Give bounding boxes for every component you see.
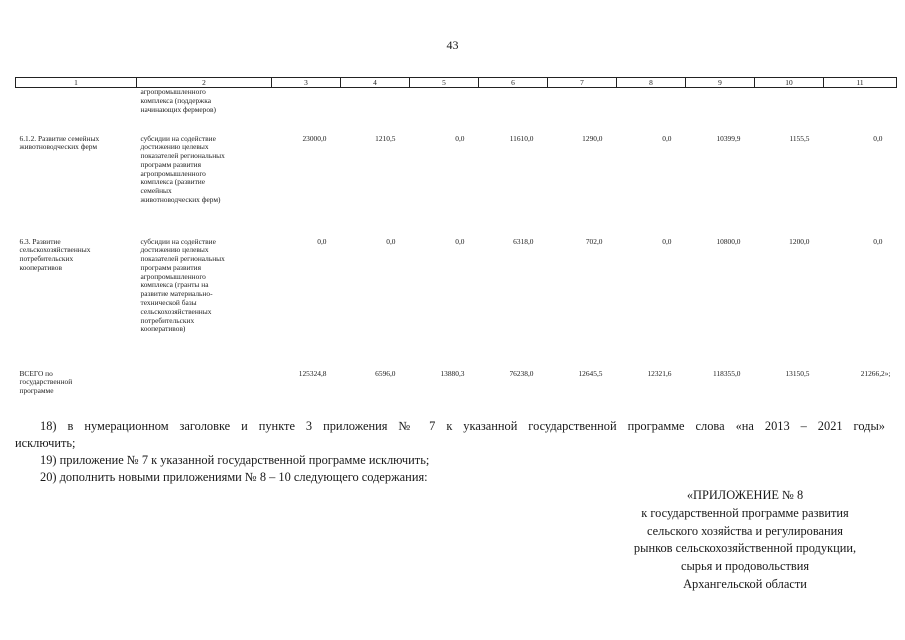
- value-cell: [548, 88, 617, 135]
- description-line: достижению целевых: [140, 142, 209, 152]
- table-row: [16, 135, 897, 238]
- value-cell: 1155,5: [789, 133, 810, 143]
- description-line: программ развития: [140, 262, 201, 272]
- value-cell: 13880,3: [440, 368, 465, 378]
- description-line: комплекса (поддержка: [140, 95, 212, 105]
- appendix-line: к государственной программе развития: [641, 505, 849, 520]
- table-row-total: [16, 370, 897, 410]
- value-cell: 0,0: [662, 236, 672, 246]
- value-cell: 76238,0: [509, 368, 534, 378]
- row-name-line: сельскохозяйственных: [19, 245, 91, 255]
- appendix-heading: [600, 487, 890, 594]
- row-name-line: животноводческих ферм: [19, 142, 98, 152]
- description-line: животноводческих ферм): [140, 195, 221, 205]
- page-number: 43: [446, 38, 459, 52]
- description-line: достижению целевых: [140, 245, 209, 255]
- value-cell: [755, 88, 824, 135]
- description-line: субсидии на содействие: [140, 133, 216, 143]
- description-line: начинающих фермеров): [140, 104, 217, 114]
- description-line: кооперативов): [140, 324, 186, 334]
- description-line: показателей региональных: [140, 254, 225, 264]
- appendix-title: «ПРИЛОЖЕНИЕ № 8: [686, 488, 804, 502]
- value-cell: 125324,8: [298, 368, 327, 378]
- description-line: комплекса (гранты на: [140, 280, 209, 290]
- paragraph-18-continuation: исключить;: [15, 436, 76, 450]
- value-cell: 21266,2»;: [860, 368, 891, 378]
- value-cell: 1200,0: [789, 236, 810, 246]
- appendix-line: сельского хозяйства и регулирования: [647, 523, 843, 538]
- column-number: 4: [341, 78, 410, 88]
- value-cell: [617, 88, 686, 135]
- row-description-cell: [137, 370, 272, 410]
- description-line: семейных: [140, 186, 172, 196]
- column-number: 1: [16, 78, 137, 88]
- description-line: агропромышленного: [140, 271, 206, 281]
- description-line: показателей региональных: [140, 151, 225, 161]
- column-number: 8: [617, 78, 686, 88]
- value-cell: 6318,0: [513, 236, 534, 246]
- value-cell: [686, 88, 755, 135]
- appendix-line: Архангельской области: [683, 576, 807, 591]
- description-line: агропромышленного: [140, 87, 206, 96]
- row-name-line: ВСЕГО по: [19, 368, 53, 378]
- value-cell: 10399,9: [716, 133, 741, 143]
- value-cell: [479, 88, 548, 135]
- row-name-line: государственной: [19, 377, 73, 387]
- column-number: 2: [137, 78, 272, 88]
- row-name-line: потребительских: [19, 254, 74, 264]
- value-cell: 0,0: [873, 236, 883, 246]
- row-description-cell: [137, 238, 272, 370]
- appendix-line: сырья и продовольствия: [680, 559, 810, 574]
- value-cell: 0,0: [662, 133, 672, 143]
- row-name-line: кооперативов: [19, 262, 62, 272]
- value-cell: 12645,5: [578, 368, 603, 378]
- value-cell: 13150,5: [785, 368, 810, 378]
- value-cell: [410, 88, 479, 135]
- row-description-cell: [137, 88, 272, 135]
- description-line: развитие материально-: [140, 289, 213, 299]
- row-name-line: 6.1.2. Развитие семейных: [19, 133, 100, 143]
- value-cell: 12321,6: [647, 368, 672, 378]
- value-cell: 0,0: [386, 236, 396, 246]
- column-number: 11: [824, 78, 897, 88]
- value-cell: 1290,0: [582, 133, 603, 143]
- value-cell: 1210,5: [375, 133, 396, 143]
- column-number: 9: [686, 78, 755, 88]
- table-row: [16, 88, 897, 135]
- column-number: 6: [479, 78, 548, 88]
- row-name-line: программе: [19, 386, 54, 396]
- column-number: 7: [548, 78, 617, 88]
- row-name-cell: [16, 135, 137, 238]
- value-cell: [824, 88, 897, 135]
- value-cell: 0,0: [317, 236, 327, 246]
- description-line: технической базы: [140, 298, 197, 308]
- value-cell: 10800,0: [716, 236, 741, 246]
- description-line: комплекса (развитие: [140, 177, 206, 187]
- value-cell: 23000,0: [302, 133, 327, 143]
- row-name-cell: [16, 88, 137, 135]
- paragraph-18: 18) в нумерационном заголовке и пункте 3 приложения № 7 к указанной государственной программе слова «на 2013 – 2021 годы»: [40, 419, 885, 433]
- value-cell: 11610,0: [509, 133, 534, 143]
- row-name-line: 6.3. Развитие: [19, 236, 61, 246]
- description-line: программ развития: [140, 159, 201, 169]
- value-cell: 702,0: [585, 236, 603, 246]
- row-name-cell: [16, 370, 137, 410]
- column-number: 5: [410, 78, 479, 88]
- table-header-row: [16, 78, 897, 88]
- value-cell: [272, 88, 341, 135]
- value-cell: 118355,0: [713, 368, 741, 378]
- description-line: агропромышленного: [140, 168, 206, 178]
- column-number: 3: [272, 78, 341, 88]
- paragraph-20: 20) дополнить новыми приложениями № 8 – 10 следующего содержания:: [40, 470, 428, 484]
- value-cell: 6596,0: [375, 368, 396, 378]
- value-cell: [341, 88, 410, 135]
- row-name-cell: [16, 238, 137, 370]
- value-cell: 0,0: [455, 133, 465, 143]
- budget-table: [15, 77, 897, 410]
- paragraph-19: 19) приложение № 7 к указанной государственной программе исключить;: [40, 453, 430, 467]
- value-cell: 0,0: [873, 133, 883, 143]
- description-line: субсидии на содействие: [140, 236, 216, 246]
- value-cell: 0,0: [455, 236, 465, 246]
- description-line: сельскохозяйственных: [140, 306, 212, 316]
- row-description-cell: [137, 135, 272, 238]
- description-line: потребительских: [140, 315, 195, 325]
- appendix-line: рынков сельскохозяйственной продукции,: [633, 541, 857, 556]
- table-row: [16, 238, 897, 370]
- column-number: 10: [755, 78, 824, 88]
